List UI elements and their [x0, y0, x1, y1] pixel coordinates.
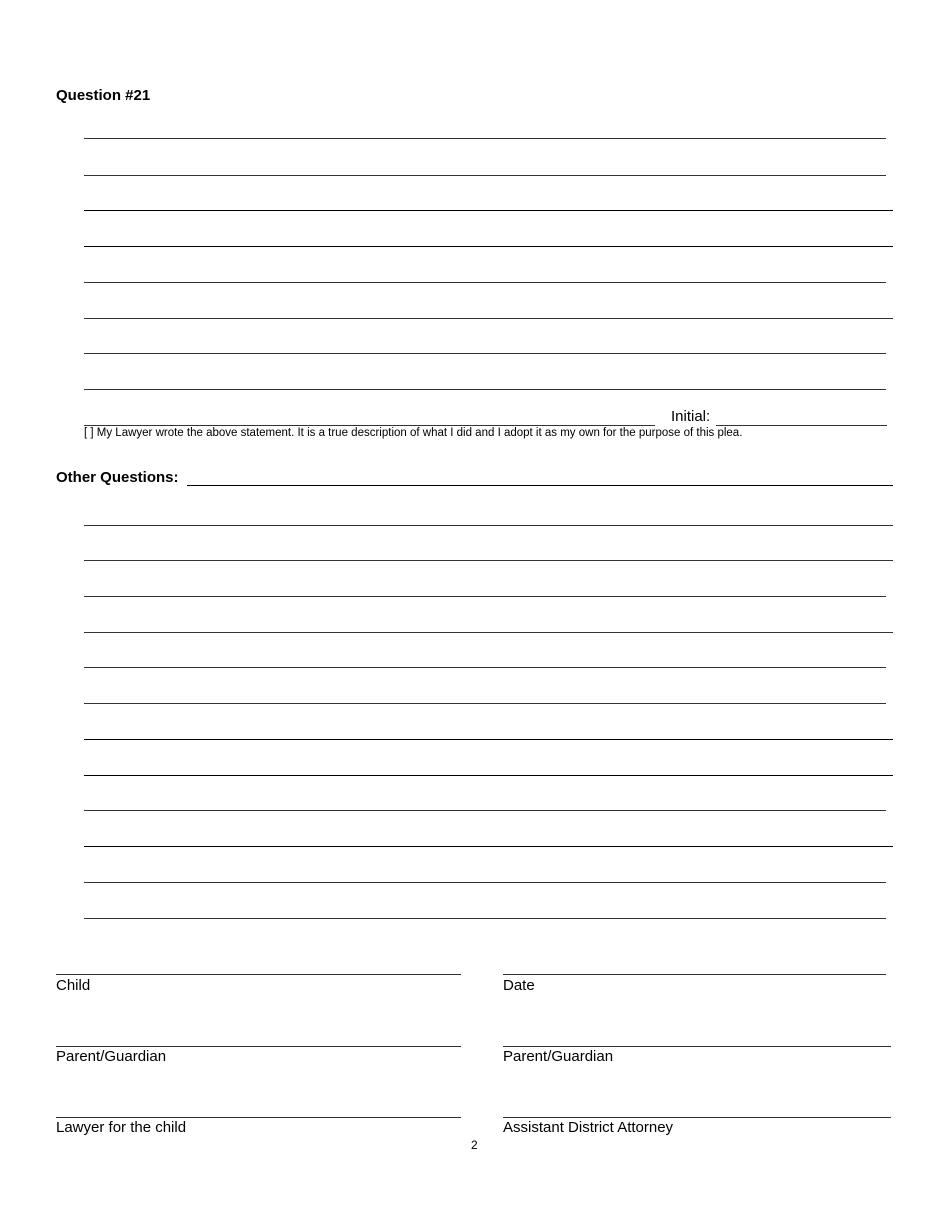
question-title: Question #21 — [56, 87, 151, 104]
answer-line[interactable] — [84, 246, 893, 247]
answer-line[interactable] — [84, 282, 886, 283]
ada-label: Assistant District Attorney — [503, 1119, 674, 1136]
answer-line[interactable] — [84, 210, 893, 211]
initial-label: Initial: — [671, 408, 711, 425]
date-label: Date — [503, 977, 535, 994]
answer-line[interactable] — [84, 318, 893, 319]
lawyer-signature-line[interactable] — [56, 1117, 461, 1118]
answer-line[interactable] — [84, 775, 893, 776]
answer-line[interactable] — [84, 882, 886, 883]
answer-line[interactable] — [84, 138, 886, 139]
page-number: 2 — [471, 1138, 478, 1152]
answer-line[interactable] — [84, 175, 886, 176]
lawyer-statement-checkbox-text[interactable]: [ ] My Lawyer wrote the above statement. It is a true description of what I did and I adopt it as my own for the purpose of this plea. — [84, 427, 743, 439]
initial-field[interactable] — [716, 425, 887, 426]
child-label: Child — [56, 977, 91, 994]
other-questions-line[interactable] — [187, 485, 893, 486]
answer-line[interactable] — [84, 846, 893, 847]
lawyer-label: Lawyer for the child — [56, 1119, 187, 1136]
answer-line[interactable] — [84, 739, 893, 740]
answer-line[interactable] — [84, 667, 886, 668]
answer-line[interactable] — [84, 525, 893, 526]
parent-guardian-label-right: Parent/Guardian — [503, 1048, 614, 1065]
answer-line[interactable] — [84, 596, 886, 597]
parent-guardian-signature-line-left[interactable] — [56, 1046, 461, 1047]
answer-line[interactable] — [84, 810, 886, 811]
answer-line[interactable] — [84, 425, 655, 426]
ada-signature-line[interactable] — [503, 1117, 891, 1118]
answer-line[interactable] — [84, 560, 893, 561]
child-signature-line[interactable] — [56, 974, 461, 975]
answer-line[interactable] — [84, 632, 893, 633]
parent-guardian-label-left: Parent/Guardian — [56, 1048, 167, 1065]
answer-line[interactable] — [84, 353, 886, 354]
answer-line[interactable] — [84, 389, 886, 390]
other-questions-label: Other Questions: — [56, 469, 179, 486]
date-line[interactable] — [503, 974, 886, 975]
parent-guardian-signature-line-right[interactable] — [503, 1046, 891, 1047]
answer-line[interactable] — [84, 918, 886, 919]
answer-line[interactable] — [84, 703, 886, 704]
